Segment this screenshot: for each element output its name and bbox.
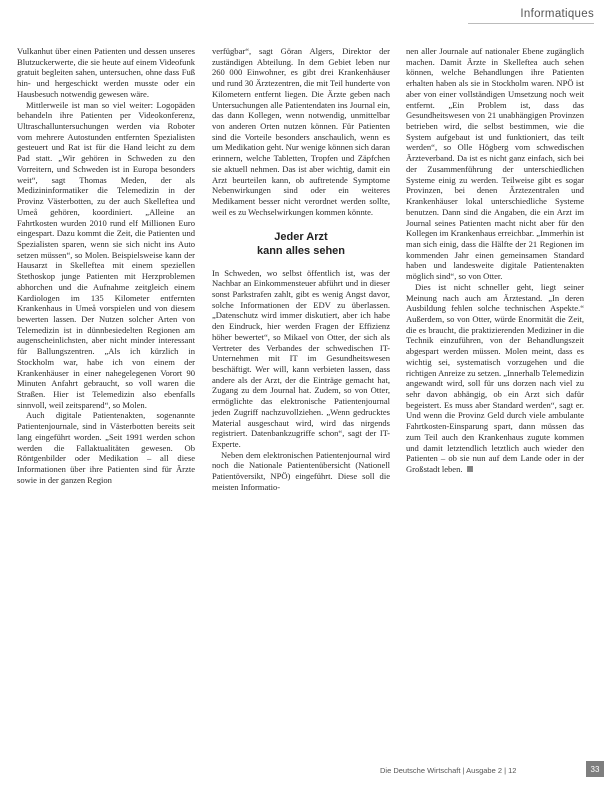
paragraph: verfügbar“, sagt Göran Algers, Direktor der zuständigen Abteilung. In dem Gebiet leben nur 260 000 Einwohner, es gibt drei Krankenhäuser und rund 30 Ärztezentren, die mit Teil hunderte von Kilometern entfernt liegen. Die Ärzte geben nach Untersuchungen alle Patientendaten ins Journal ein, das dann Kollegen, wenn notwendig, unmittelbar von anderen Orten nutzen können. Für Patienten sind die Vorteile besonders anschaulich, wenn es um Medikation geht. Nur wenige können sich daran erinnern, welche Tabletten, Tropfen und Zäpfchen sie aktuell nehmen. Das ist aber wichtig, damit ein Arzt beurteilen kann, ob auftretende Symptome Nebenwirkungen sind oder ein weiteres Medikament besser nicht verordnet werden sollte, weil es zu Wechselwirkungen kommen könnte. — [212, 46, 391, 217]
paragraph: Neben dem elektronischen Patientenjournal wird noch die Nationale Patientenübersicht (Nationell Patientöversikt, NPÖ) eingeführt. Diese soll die meisten Informatio- — [212, 449, 390, 492]
paragraph: Vulkanhut über einen Patienten und dessen unseres Blutzuckerwerte, die sie heute auf einem Videofunk gratuit begleiten sahen, untersuchen, ohne dass Fuß hin- und hergeschickt werden musste oder ein Hausbesuch notwendig gewesen wäre. — [17, 46, 195, 99]
subheading-line-2: kann alles sehen — [256, 244, 346, 257]
section-label: Informatiques — [468, 8, 594, 24]
paragraph-last — [406, 282, 584, 475]
paragraph: Mittlerweile ist man so viel weiter: Logopäden behandeln ihre Patienten per Videokonferenz, Ultraschalluntersuchungen werden via Roboter vom mehrere Autostunden entfernten Spezialisten gesteuert und Rat ist für die Hand leicht zu dem Pad statt. „Wir gehören in Schweden zu den Vorreitern, und Schweden ist in Europa besonders weit“, sagt Thomas Meden, der als Medizininformatiker die Telemedizin in der Provinz Västerbotten, zu der auch Skelleftea und Umeå gehören, koordiniert. „Alleine an Fahrtkosten wurden 2010 rund elf Millionen Euro eingespart. Dazu kommt die Zeit, die Patienten und Spezialisten sparen, wenn sie sich nicht ins Auto setzen müssen“, so Molen. Beispielsweise kann der Hausarzt in Skelleftea mit einem speziellen Stethoskop junge Patienten mit Herzproblemen abhorchen und die Aufnahme zeitgleich einem Kardiologen im 135 Kilometer entfernten Krankenhaus in Umeå vorspielen und von diesem bewerten lassen. Der Nutzen solcher Arten von Telemedizin ist in dünnbesiedelten Regionen am augenscheinlichsten, aber nicht minder interessant für Ballungszentren. „Als ich kürzlich in Stockholm war, habe ich von einem der Krankenhäuser in einer nahegelegenen Vorort 90 Minuten Anfahrt gebraucht, so voll waren die Straßen. Hier ist Telemedizin also ebenfalls sinnvoll, weil zeitsparend“, so Molen. — [17, 99, 195, 410]
subheading-line-1: Jeder Arzt — [274, 230, 328, 243]
end-square-icon — [467, 466, 473, 472]
paragraph: In Schweden, wo selbst öffentlich ist, was der Nachbar an Einkommensteuer abführt und in dieser sonst Parkstrafen zahlt, gibt es wenig Angst davor, solche Informationen der EDV zu überlassen. „Datenschutz wird immer diskutiert, aber ich habe den Eindruck, hier werden Fragen der Effizienz höher bewertet“, so Mikael von Otter, der sich als Vertreter des Verbandes der schwedischen IT-Unternehmen mit IT im Gesundheitswesen beschäftigt. Wer will, kann verbieten lassen, dass andere als der Arzt, der die Einträge gemacht hat, Zugang zu dem Journal hat. Zudem, so von Otter, ermöglichte das elektronische Patientenjournal jeden Zugriff nachzuvollziehen. „Wenn gedrucktes Material ausgeschaut wird, wird das nirgends registriert. Datenbankzugriffe schon“, sagt der IT-Experte. — [212, 267, 390, 449]
column-1 — [17, 46, 195, 485]
paragraph: Auch digitale Patientenakten, sogenannte Patientenjournale, sind in Västerbotten bereits seit lang eingeführt worden. „Seit 1991 werden schon werden die Fallaktualitäten gewesen. Ob Röntgenbilder oder Medikation – all diese Informationen über ihre Patienten sind für Ärzte sowie in der ganzen Region — [17, 410, 195, 485]
page-number: 33 — [586, 761, 604, 777]
footer-publication: Die Deutsche Wirtschaft | Ausgabe 2 | 12 — [380, 766, 517, 775]
column-2 — [212, 46, 390, 493]
paragraph: nen aller Journale auf nationaler Ebene zugänglich machen. Damit Ärzte in Skelleftea auch sehen können, welche Behandlungen ihre Patienten erhalten haben als sie in Stockholm waren. NPÖ ist aber von einer vollständigen Umsetzung noch weit entfernt. „Ein Problem ist, dass das Gesundheitswesen von 21 unabhängigen Provinzen betrieben wird, die selbst bestimmen, wie die System aufgebaut ist und funktioniert, das teilt werden“, so Olle Högberg vom schwedischen Ärzteverband. Da ist es nicht ganz einfach, sich bei der Zusammenführung der unterschiedlichen Systeme einig zu werden. Teilweise gibt es sogar Provinzen, bei denen Ärztezentralen und Krankenhäuser lokal unterschiedliche Systeme benutzen. Dann sind die Angaben, die ein Arzt im Journal seines Patienten macht nicht aber für den Kollegen im Krankenhaus erreichbar. „Immerhin ist man sich einig, dass die Hälfte der 21 Regionen im kommenden Jahr einen gemeinsamen Standard haben und landesweite digitale Patientenakten möglich sind“, so von Otter. — [406, 46, 584, 282]
subheading — [212, 230, 390, 258]
column-3 — [406, 46, 584, 475]
paragraph-text: Dies ist nicht schneller geht, liegt seiner Meinung nach auch am Ärztestand. „In deren Ausbildung fehlen solche technischen Aspekte.“ Außerdem, so von Otter, würde Enormität die Zeit, die es braucht, die praktizierenden Mediziner in die Technik einzuführen, von der Behandlungszeit abgespart werden müssen. Molen meint, dass es wichtig sei, systematisch vorzugehen und die richtigen Anreize zu setzen. „Innerhalb Telemedizin angewandt wird, soll für uns dorzen nach viel zu sehr davon abhängig, ob ein Arzt sich dafür begeistert. Es muss aber Standard werden“, sagt er. Und wenn die Provinz Geld durch viele ambulante Fahrtkosten-Einsparung spart, dann müssen das zum Teil auch den Krankenhaus zugute kommen und damit letztendlich letztlich auch wieder den Patienten – ob sie nun auf dem Lande oder in der Großstadt leben. — [406, 281, 584, 475]
